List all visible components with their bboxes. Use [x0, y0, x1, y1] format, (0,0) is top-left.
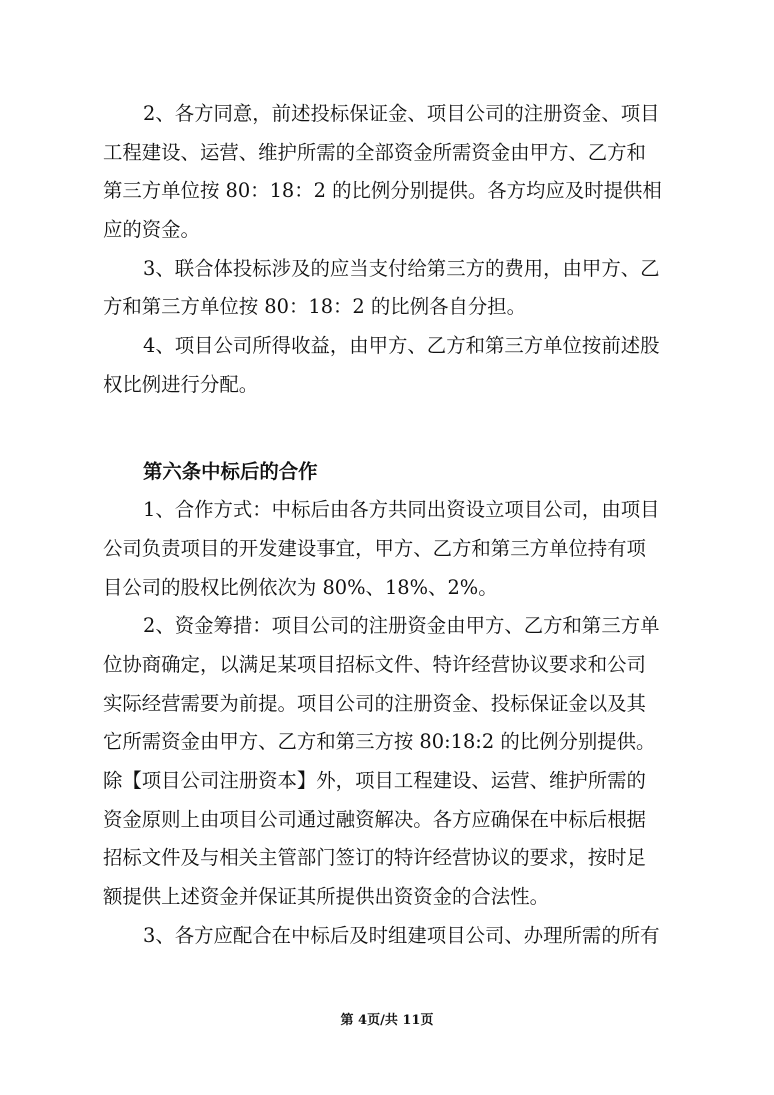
- paragraph-cooperation-method: [103, 491, 677, 607]
- text-line: 2、资金筹措：项目公司的注册资金由甲方、乙方和第三方单: [143, 614, 660, 638]
- text-line: 3、各方应配合在中标后及时组建项目公司、办理所需的所有: [143, 923, 660, 947]
- text-line: 2、各方同意，前述投标保证金、项目公司的注册资金、项目: [143, 102, 660, 125]
- text-line: 权比例进行分配。: [103, 372, 259, 396]
- text-line: 工程建设、运营、维护所需的全部资金所需资金由甲方、乙方和: [103, 140, 646, 164]
- text-line: 4、项目公司所得收益，由甲方、乙方和第三方单位按前述股: [143, 334, 660, 358]
- text-line: 应的资金。: [103, 218, 200, 242]
- text-line: 方和第三方单位按 80：18：2 的比例各自分担。: [103, 295, 527, 319]
- text-line: 招标文件及与相关主管部门签订的特许经营协议的要求，按时足: [103, 846, 646, 870]
- text-line: 1、合作方式：中标后由各方共同出资设立项目公司，由项目: [143, 498, 660, 522]
- text-line: 它所需资金由甲方、乙方和第三方按 80:18:2 的比例分别提供。: [103, 730, 656, 754]
- document-body: [103, 95, 677, 955]
- text-line: 除【项目公司注册资本】外，项目工程建设、运营、维护所需的: [103, 769, 646, 792]
- section-heading: 第六条中标后的合作: [143, 459, 318, 483]
- text-line: 第三方单位按 80：18：2 的比例分别提供。各方均应及时提供相: [103, 179, 662, 203]
- section-spacer: [103, 405, 677, 453]
- paragraph-3-third-party-fees: [103, 250, 677, 327]
- text-line: 实际经营需要为前提。项目公司的注册资金、投标保证金以及其: [103, 691, 646, 715]
- paragraph-4-profit-distribution: [103, 327, 677, 404]
- text-line: 3、联合体投标涉及的应当支付给第三方的费用，由甲方、乙: [143, 256, 660, 280]
- text-line: 资金原则上由项目公司通过融资解决。各方应确保在中标后根据: [103, 807, 646, 831]
- page-number-footer: 第 4页/共 11页: [340, 1013, 434, 1028]
- paragraph-fund-raising: [103, 607, 677, 917]
- text-line: 公司负责项目的开发建设事宜，甲方、乙方和第三方单位持有项: [103, 536, 646, 560]
- paragraph-2-funding-agreement: [103, 95, 677, 250]
- text-line: 额提供上述资金并保证其所提供出资资金的合法性。: [103, 885, 549, 909]
- text-line: 位协商确定，以满足某项目招标文件、特许经营协议要求和公司: [103, 652, 646, 676]
- paragraph-company-formation: [103, 917, 677, 956]
- text-line: 目公司的股权比例依次为 80%、18%、2%。: [103, 575, 498, 599]
